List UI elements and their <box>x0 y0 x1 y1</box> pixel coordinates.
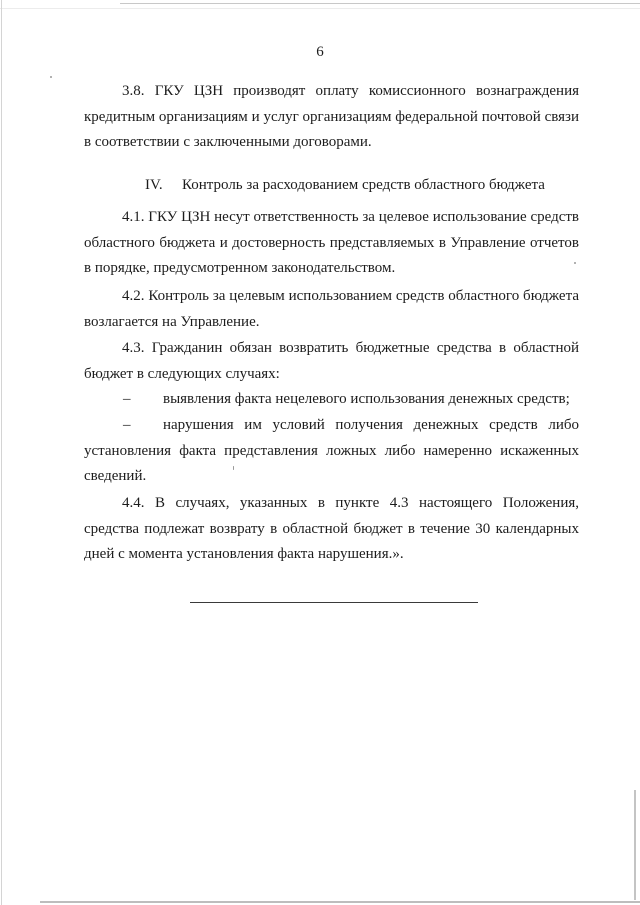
list-dash: – <box>123 417 131 433</box>
list-item <box>84 387 579 413</box>
list-item-text: нарушения им условий получения денежных средств либо установления факта представления ложных либо намеренно искаженных сведений. <box>84 417 579 485</box>
paragraph-3-8: 3.8. ГКУ ЦЗН производят оплату комиссионного вознаграждения кредитным организациям и услуг организациям федеральной почтовой связи в соответствии с заключенными договорами. <box>84 83 579 151</box>
list-item-text: выявления факта нецелевого использования денежных средств; <box>163 391 570 407</box>
paragraph-4-1: 4.1. ГКУ ЦЗН несут ответственность за целевое использование средств областного бюджета и достоверность представляемых в Управление отчетов в порядке, предусмотренном законодательством. <box>84 209 579 277</box>
scan-edge-left <box>1 0 2 905</box>
scan-edge-top-faint <box>0 8 640 9</box>
paragraph-4-2: 4.2. Контроль за целевым использованием средств областного бюджета возлагается на Управление. <box>84 288 579 330</box>
list-item <box>84 413 579 490</box>
scan-speck <box>50 76 52 78</box>
scan-edge-top <box>120 3 640 4</box>
page-number: 6 <box>316 44 324 60</box>
section-heading <box>84 173 579 199</box>
end-divider <box>190 602 478 603</box>
scan-edge-bottom <box>40 901 640 903</box>
paragraph-4-4: 4.4. В случаях, указанных в пункте 4.3 настоящего Положения, средства подлежат возврату в областной бюджет в течение 30 календарных дней с момента установления факта нарушения.». <box>84 495 579 563</box>
scan-edge-right <box>634 790 636 900</box>
paragraph-4-3: 4.3. Гражданин обязан возвратить бюджетные средства в областной бюджет в следующих случаях: <box>84 340 579 382</box>
section-title: Контроль за расходованием средств областного бюджета <box>182 177 545 193</box>
section-number: IV. <box>145 177 163 193</box>
list-dash: – <box>123 391 131 407</box>
